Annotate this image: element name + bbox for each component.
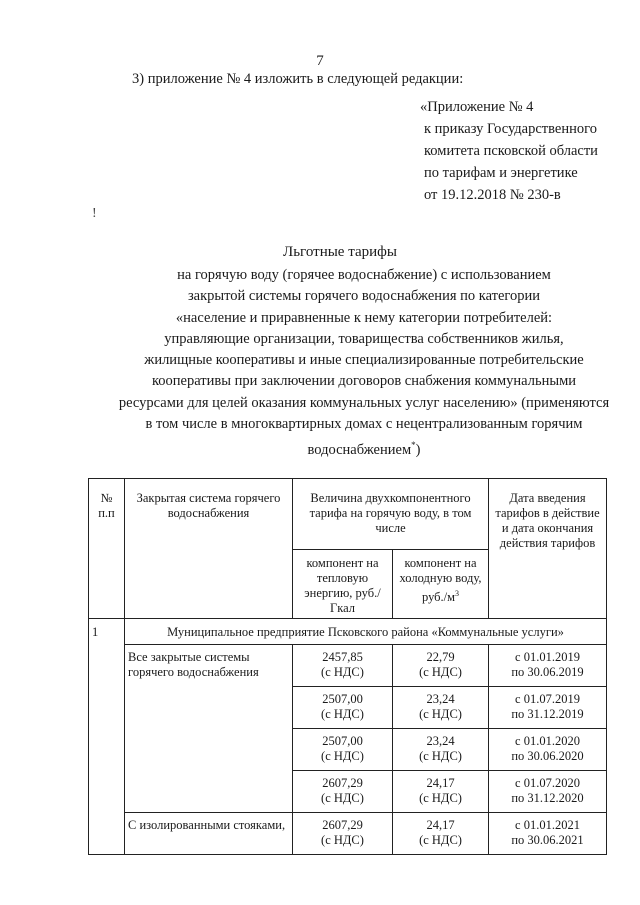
stamp-line: от 19.12.2018 № 230-в: [424, 187, 561, 203]
stamp-line: комитета псковской области: [424, 143, 598, 159]
header-tariff: Величина двухкомпонентного тарифа на горячую воду, в том числе: [293, 479, 489, 550]
period: [489, 771, 607, 813]
value: 2607,29: [322, 818, 363, 832]
period: [489, 813, 607, 855]
subtitle-line: [110, 435, 618, 461]
value: 2607,29: [322, 776, 363, 790]
subtitle-line: ресурсами для целей оказания коммунальных услуг населению» (применяются: [118, 394, 610, 411]
header-cold-text: компонент на холодную воду, руб./м: [399, 556, 482, 605]
period-start: с 01.01.2021: [515, 818, 580, 832]
heat-value: [293, 645, 393, 687]
appendix-stamp: [420, 96, 598, 206]
cold-value: [393, 645, 489, 687]
header-cold-sup: 3: [455, 589, 460, 598]
table-row: [89, 619, 607, 645]
vat-note: (с НДС): [321, 791, 364, 805]
subtitle-line: закрытой системы горячего водоснабжения по категории: [187, 288, 541, 305]
page-number: 7: [316, 53, 324, 69]
period: [489, 687, 607, 729]
organization-name: Муниципальное предприятие Псковского района «Коммунальные услуги»: [125, 619, 607, 645]
vat-note: (с НДС): [419, 665, 462, 679]
vat-note: (с НДС): [321, 665, 364, 679]
subtitle-line: жилищные кооперативы и иные специализированные потребительские: [144, 352, 584, 369]
header-heat-component: компонент на тепловую энергию, руб./Гкал: [293, 550, 393, 619]
header-number: № п.п: [89, 479, 125, 619]
document-title: Льготные тарифы: [283, 244, 397, 260]
subtitle-line: в том числе в многоквартирных домах с нецентрализованным горячим: [145, 416, 583, 433]
value: 24,17: [426, 776, 455, 790]
stamp-line: «Приложение № 4: [420, 99, 534, 115]
subtitle-text: ): [415, 442, 421, 459]
stamp-line: к приказу Государственного: [424, 121, 597, 137]
vat-note: (с НДС): [419, 749, 462, 763]
subtitle-text: водоснабжением: [307, 442, 412, 459]
value: 24,17: [426, 818, 455, 832]
subtitle-line: управляющие организации, товарищества собственников жилья,: [164, 330, 564, 347]
cold-value: [393, 687, 489, 729]
table-header-row: [89, 479, 607, 550]
header-system: Закрытая система горячего водоснабжения: [125, 479, 293, 619]
heat-value: [293, 729, 393, 771]
margin-mark: !: [92, 206, 97, 221]
document-subtitle: [110, 265, 618, 462]
subtitle-line: кооперативы при заключении договоров снабжения коммунальными: [151, 373, 577, 390]
value: 2507,00: [322, 692, 363, 706]
vat-note: (с НДС): [419, 791, 462, 805]
period-end: по 30.06.2019: [511, 665, 584, 679]
value: 22,79: [426, 650, 455, 664]
cold-value: [393, 813, 489, 855]
period-end: по 31.12.2020: [511, 791, 584, 805]
period-start: с 01.07.2019: [515, 692, 580, 706]
vat-note: (с НДС): [419, 707, 462, 721]
header-dates: Дата введения тарифов в действие и дата окончания действия тарифов: [489, 479, 607, 619]
heat-value: [293, 771, 393, 813]
cold-value: [393, 771, 489, 813]
row-number: 1: [89, 619, 125, 855]
vat-note: (с НДС): [321, 833, 364, 847]
tariff-table: [88, 478, 607, 855]
period: [489, 729, 607, 771]
value: 23,24: [426, 692, 455, 706]
vat-note: (с НДС): [321, 749, 364, 763]
header-cold-component: [393, 550, 489, 619]
heat-value: [293, 813, 393, 855]
intro-text: 3) приложение № 4 изложить в следующей редакции:: [132, 71, 464, 87]
stamp-line: по тарифам и энергетике: [424, 165, 578, 181]
system-label: С изолированными стояками,: [125, 813, 293, 855]
period-start: с 01.01.2019: [515, 650, 580, 664]
heat-value: [293, 687, 393, 729]
table-row: [89, 645, 607, 687]
value: 2507,00: [322, 734, 363, 748]
cold-value: [393, 729, 489, 771]
subtitle-line: «население и приравненные к нему категории потребителей:: [175, 309, 553, 326]
period-end: по 30.06.2021: [511, 833, 584, 847]
period-start: с 01.07.2020: [515, 776, 580, 790]
table-row: [89, 813, 607, 855]
period-start: с 01.01.2020: [515, 734, 580, 748]
period: [489, 645, 607, 687]
vat-note: (с НДС): [321, 707, 364, 721]
vat-note: (с НДС): [419, 833, 462, 847]
value: 23,24: [426, 734, 455, 748]
value: 2457,85: [322, 650, 363, 664]
system-label: Все закрытые системы горячего водоснабжения: [125, 645, 293, 813]
footnote-marker: *: [411, 440, 416, 451]
period-end: по 30.06.2020: [511, 749, 584, 763]
period-end: по 31.12.2019: [511, 707, 584, 721]
subtitle-line: на горячую воду (горячее водоснабжение) с использованием: [177, 267, 551, 283]
